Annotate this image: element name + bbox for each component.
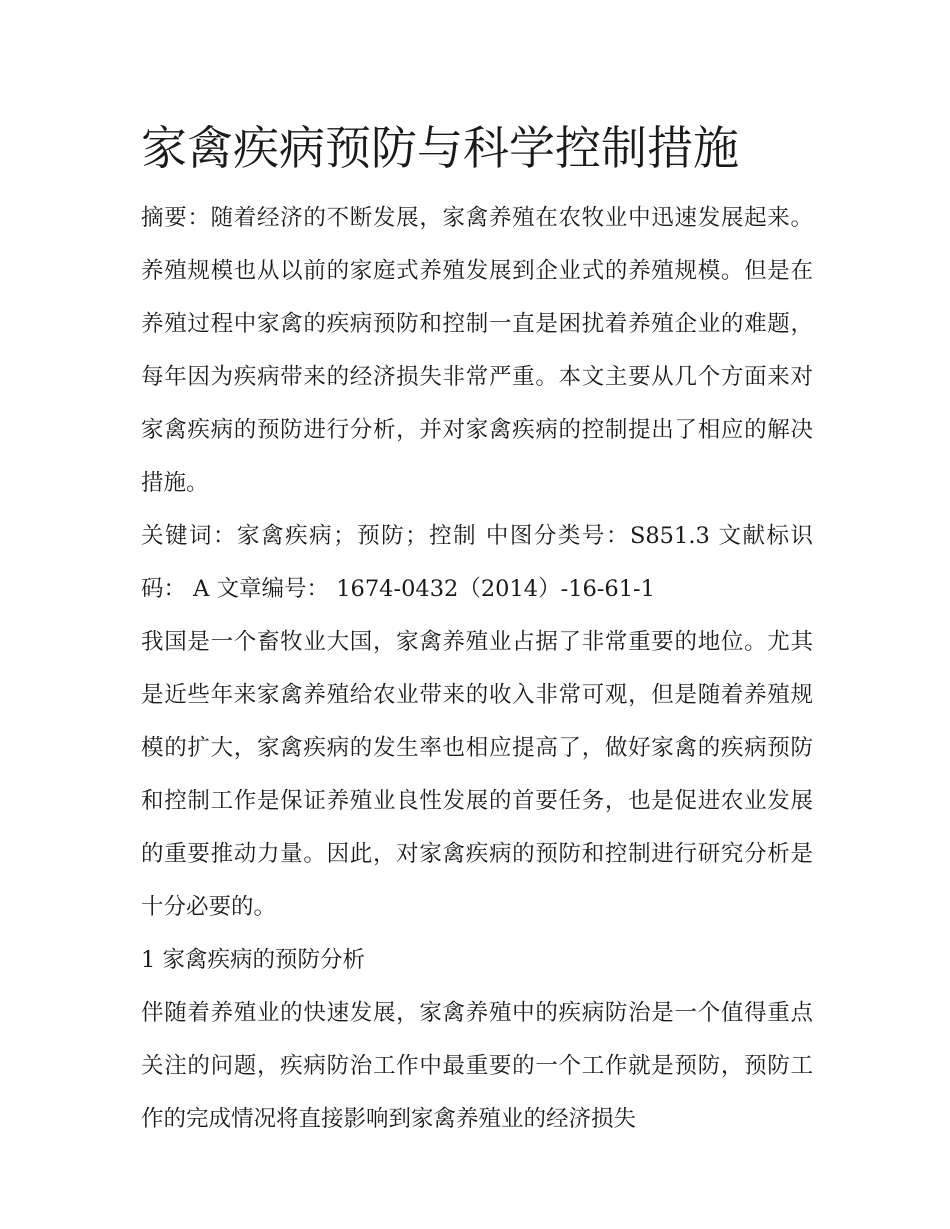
section-body-paragraph: 伴随着养殖业的快速发展，家禽养殖中的疾病防治是一个值得重点关注的问题，疾病防治工作中最重要的一个工作就是预防，预防工作的完成情况将直接影响到家禽养殖业的经济损失 bbox=[141, 1000, 813, 1132]
intro-paragraph: 我国是一个畜牧业大国，家禽养殖业占据了非常重要的地位。尤其是近些年来家禽养殖给农业带来的收入非常可观，但是随着养殖规模的扩大，家禽疾病的发生率也相应提高了，做好家禽的疾病预防和控制工作是保证养殖业良性发展的首要任务，也是促进农业发展的重要推动力量。因此，对家禽疾病的预防和控制进行研究分析是十分必要的。 bbox=[141, 629, 813, 920]
abstract-paragraph: 摘要：随着经济的不断发展，家禽养殖在农牧业中迅速发展起来。养殖规模也从以前的家庭式养殖发展到企业式的养殖规模。但是在养殖过程中家禽的疾病预防和控制一直是困扰着养殖企业的难题，每年因为疾病带来的经济损失非常严重。本文主要从几个方面来对家禽疾病的预防进行分析，并对家禽疾病的控制提出了相应的解决措施。 bbox=[141, 205, 813, 496]
document-page bbox=[141, 112, 813, 1146]
document-title: 家禽疾病预防与科学控制措施 bbox=[141, 121, 739, 175]
keywords-paragraph: 关键词：家禽疾病；预防；控制 中图分类号：S851.3 文献标识码： A 文章编号： 1674-0432（2014）-16-61-1 bbox=[141, 523, 813, 602]
section-heading: 1 家禽疾病的预防分析 bbox=[141, 947, 365, 973]
